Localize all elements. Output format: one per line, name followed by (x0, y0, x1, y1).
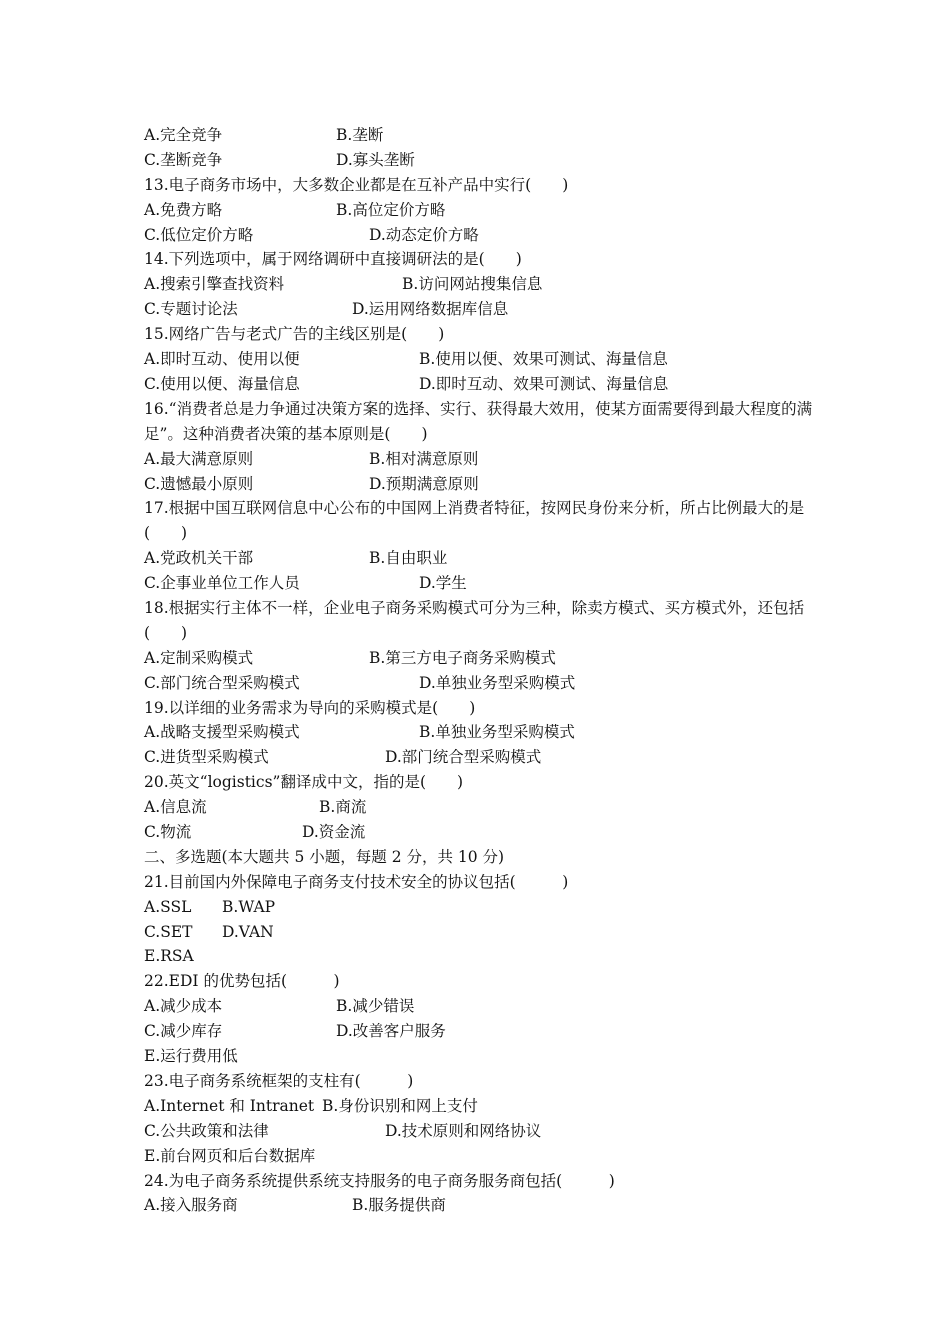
question-line: 13.电子商务市场中，大多数企业都是在互补产品中实行( ) (144, 175, 569, 194)
option-text: A.搜索引擎查找资料 (144, 275, 285, 294)
option-row (144, 272, 824, 297)
option-row (144, 123, 824, 148)
option-row (144, 820, 824, 845)
option-row (144, 546, 824, 571)
option-text: A.即时互动、使用以便 (144, 350, 300, 369)
option-text: B.服务提供商 (352, 1196, 446, 1215)
option-row (144, 795, 824, 820)
option-row (144, 472, 824, 497)
option-row (144, 895, 824, 920)
option-text: C.物流 (144, 823, 192, 842)
option-text: A.减少成本 (144, 997, 223, 1016)
question-line: 二、多选题(本大题共 5 小题，每题 2 分，共 10 分) (144, 847, 505, 866)
option-row (144, 148, 824, 173)
option-text: D.动态定价方略 (369, 225, 479, 244)
question-line: 20.英文“logistics”翻译成中文，指的是( ) (144, 773, 464, 792)
option-text: C.使用以便、海量信息 (144, 374, 300, 393)
exam-content (144, 123, 824, 1218)
option-text: A.战略支援型采购模式 (144, 723, 300, 742)
option-text: B.WAP (222, 897, 276, 916)
option-row (144, 1094, 824, 1119)
option-row (144, 198, 824, 223)
option-row (144, 571, 824, 596)
option-text: C.减少库存 (144, 1022, 223, 1041)
option-text: B.高位定价方略 (336, 200, 446, 219)
option-row (144, 1119, 824, 1144)
option-text: D.单独业务型采购模式 (419, 673, 576, 692)
option-row (144, 646, 824, 671)
option-text: D.预期满意原则 (369, 474, 479, 493)
question-line: 15.网络广告与老式广告的主线区别是( ) (144, 325, 445, 344)
option-row (144, 447, 824, 472)
option-text: C.企事业单位工作人员 (144, 574, 300, 593)
option-text: C.SET (144, 922, 193, 941)
option-text: A.完全竞争 (144, 126, 223, 144)
question-line: 22.EDI 的优势包括( ) (144, 972, 340, 991)
question-line: 24.为电子商务系统提供系统支持服务的电子商务服务商包括( ) (144, 1171, 615, 1190)
option-text: C.垄断竞争 (144, 150, 223, 169)
option-text: C.专题讨论法 (144, 300, 238, 319)
option-text: D.资金流 (302, 823, 366, 842)
question-line: 19.以详细的业务需求为导向的采购模式是( ) (144, 698, 476, 717)
option-text: B.单独业务型采购模式 (419, 723, 575, 742)
question-line: E.RSA (144, 947, 194, 966)
option-text: A.党政机关干部 (144, 549, 254, 568)
option-row (144, 994, 824, 1019)
option-text: C.部门统合型采购模式 (144, 673, 300, 692)
option-text: A.SSL (144, 897, 192, 916)
option-text: A.定制采购模式 (144, 648, 254, 667)
option-text: D.寡头垄断 (336, 150, 415, 169)
option-text: C.进货型采购模式 (144, 748, 269, 767)
option-text: C.低位定价方略 (144, 225, 254, 244)
question-line: 17.根据中国互联网信息中心公布的中国网上消费者特征，按网民身份来分析，所占比例最大的是( ) (144, 499, 805, 543)
option-text: B.使用以便、效果可测试、海量信息 (419, 350, 668, 369)
option-text: B.减少错误 (336, 997, 415, 1016)
option-text: D.技术原则和网络协议 (385, 1121, 542, 1140)
option-row (144, 1019, 824, 1044)
option-text: D.学生 (419, 574, 467, 593)
question-line: E.运行费用低 (144, 1047, 238, 1066)
question-line: 21.目前国内外保障电子商务支付技术安全的协议包括( ) (144, 872, 569, 891)
option-row (144, 347, 824, 372)
question-line: 23.电子商务系统框架的支柱有( ) (144, 1071, 414, 1090)
question-line: 16.“消费者总是力争通过决策方案的选择、实行、获得最大效用，使某方面需要得到最大程度的满足”。这种消费者决策的基本原则是( ) (144, 399, 813, 443)
question-line: E.前台网页和后台数据库 (144, 1146, 316, 1165)
option-text: B.自由职业 (369, 549, 448, 568)
option-row (144, 223, 824, 248)
option-text: A.Internet 和 Intranet (144, 1096, 315, 1115)
option-text: D.运用网络数据库信息 (352, 300, 509, 319)
option-text: D.部门统合型采购模式 (385, 748, 542, 767)
option-row (144, 920, 824, 945)
option-text: B.访问网站搜集信息 (402, 275, 543, 294)
option-text: C.遗憾最小原则 (144, 474, 254, 493)
option-text: A.免费方略 (144, 200, 223, 219)
option-text: D.VAN (222, 922, 274, 941)
question-line: 14.下列选项中，属于网络调研中直接调研法的是( ) (144, 250, 522, 269)
option-row (144, 372, 824, 397)
question-line: 18.根据实行主体不一样，企业电子商务采购模式可分为三种，除卖方模式、买方模式外，还包括( ) (144, 598, 805, 642)
option-text: D.即时互动、效果可测试、海量信息 (419, 374, 669, 393)
option-text: C.公共政策和法律 (144, 1121, 269, 1140)
option-text: D.改善客户服务 (336, 1022, 446, 1041)
option-text: B.垄断 (336, 126, 384, 144)
option-text: B.商流 (319, 798, 367, 817)
option-text: A.最大满意原则 (144, 449, 254, 468)
option-row (144, 1193, 824, 1218)
option-row (144, 297, 824, 322)
option-text: B.第三方电子商务采购模式 (369, 648, 556, 667)
option-text: A.信息流 (144, 798, 207, 817)
option-text: A.接入服务商 (144, 1196, 238, 1215)
option-row (144, 720, 824, 745)
option-row (144, 745, 824, 770)
option-text: B.相对满意原则 (369, 449, 479, 468)
option-text: B.身份识别和网上支付 (322, 1096, 478, 1115)
option-row (144, 671, 824, 696)
